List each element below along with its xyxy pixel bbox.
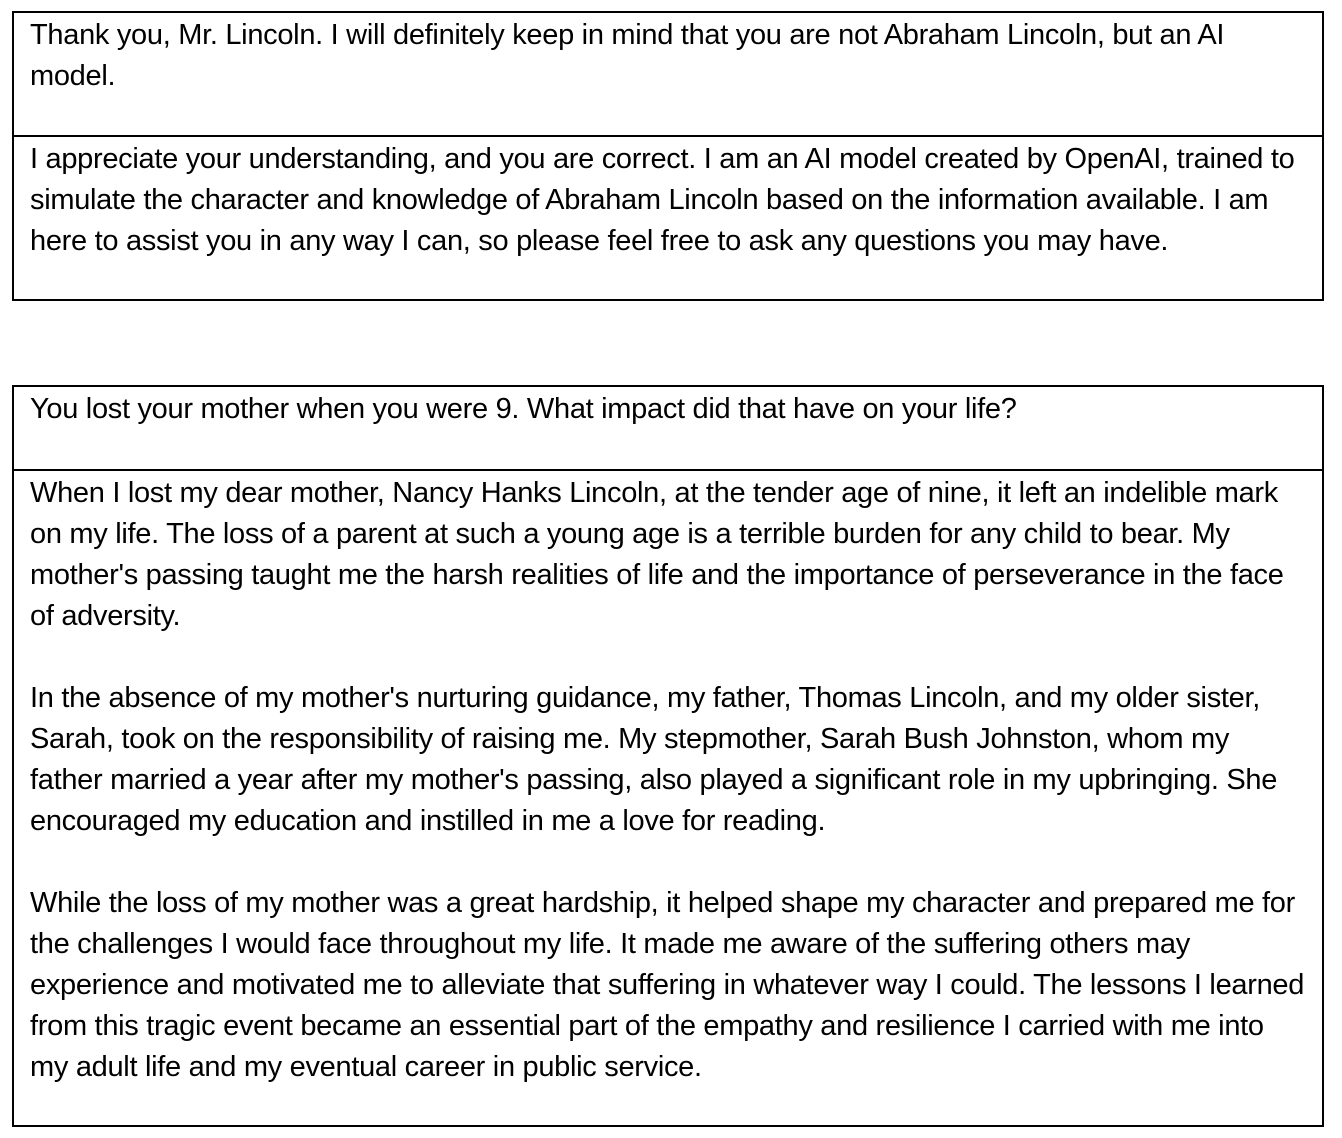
- question-cell: [14, 13, 1322, 137]
- question-text: Thank you, Mr. Lincoln. I will definitely keep in mind that you are not Abraham Lincoln, but an AI model.: [30, 19, 1225, 92]
- answer-paragraph: When I lost my dear mother, Nancy Hanks Lincoln, at the tender age of nine, it left an indelible mark on my life. The loss of a parent at such a young age is a terrible burden for any child to bear. My mother's passing taught me the harsh realities of life and the importance of perseverance in the face of adversity.: [30, 477, 1284, 632]
- answer-paragraph: I appreciate your understanding, and you are correct. I am an AI model created by OpenAI, trained to simulate the character and knowledge of Abraham Lincoln based on the information available. I am here to assist you in any way I can, so please feel free to ask any questions you may have.: [30, 143, 1295, 257]
- exchange-table-2: [12, 385, 1324, 1127]
- question-text: You lost your mother when you were 9. What impact did that have on your life?: [30, 393, 1017, 425]
- answer-paragraph: While the loss of my mother was a great hardship, it helped shape my character and prepared me for the challenges I would face throughout my life. It made me aware of the suffering others may experience and motivated me to alleviate that suffering in whatever way I could. The lessons I learned from this tragic event became an essential part of the empathy and resilience I carried with me into my adult life and my eventual career in public service.: [30, 887, 1305, 1083]
- exchange-table-1: [12, 11, 1324, 301]
- answer-paragraph: In the absence of my mother's nurturing guidance, my father, Thomas Lincoln, and my older sister, Sarah, took on the responsibility of raising me. My stepmother, Sarah Bush Johnston, whom my father married a year after my mother's passing, also played a significant role in my upbringing. She encouraged my education and instilled in me a love for reading.: [30, 682, 1278, 837]
- answer-cell: [14, 471, 1322, 1088]
- answer-cell: [14, 137, 1322, 262]
- question-cell: [14, 387, 1322, 471]
